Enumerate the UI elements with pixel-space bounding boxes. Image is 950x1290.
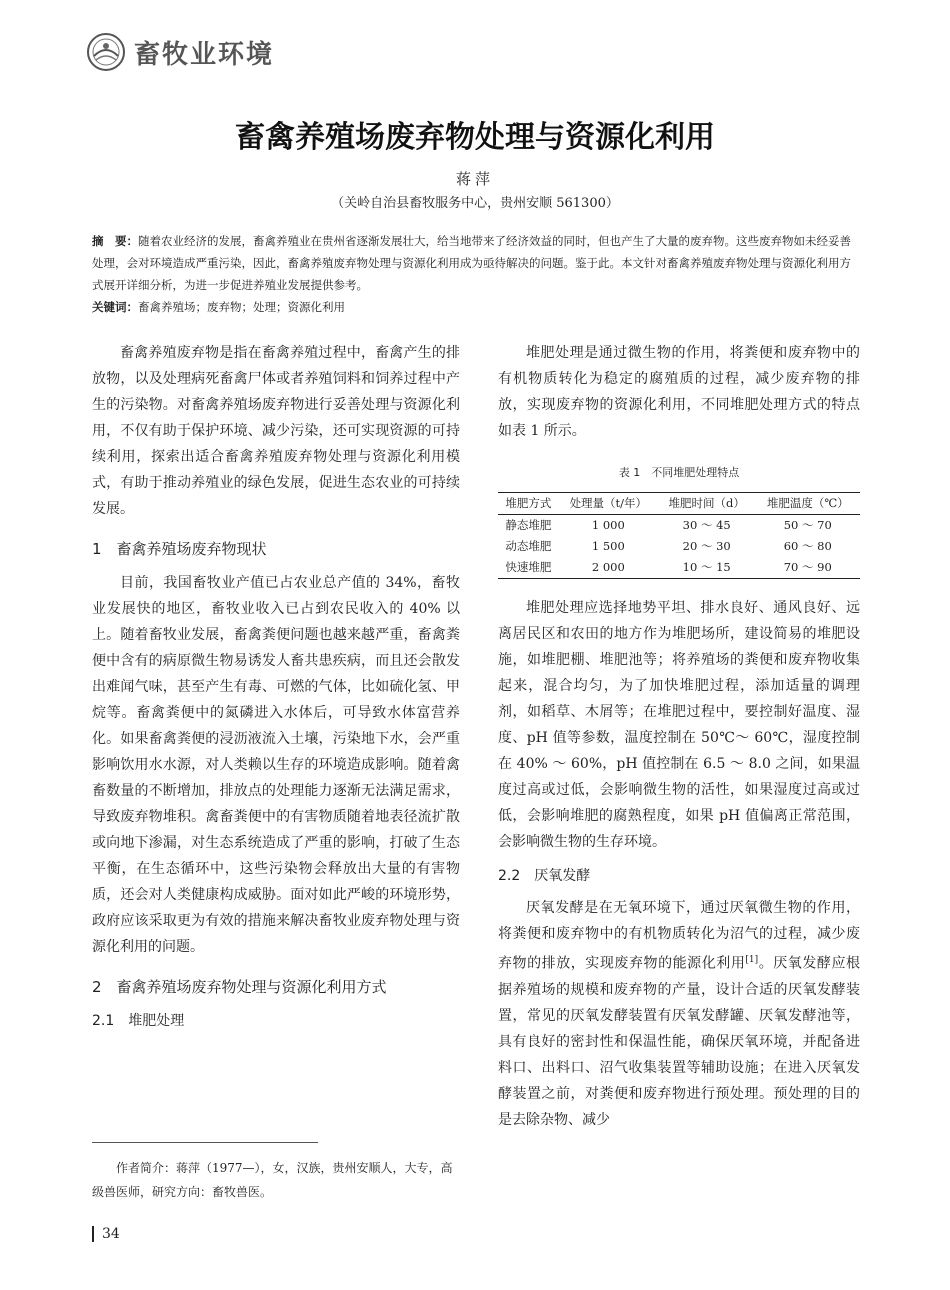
table-cell: 1 500 (591, 539, 625, 553)
intro-paragraph: 畜禽养殖废弃物是指在畜禽养殖过程中，畜禽产生的排放物，以及处理病死畜禽尸体或者养殖饲料和饲养过程中产生的污染物。对畜禽养殖场废弃物进行妥善处理与资源化利用，不仅有助于保护环境、减少污染，还可实现资源的可持续利用，探索出适合畜禽养殖废弃物处理与资源化利用模式，有助于推动养殖业的绿色发展，促进生态农业的可持续发展。 (92, 345, 460, 517)
table-cell: 静态堆肥 (505, 518, 552, 532)
anaerobic-text-b: 。厌氧发酵应根据养殖场的规模和废弃物的产量，设计合适的厌氧发酵装置，常见的厌氧发酵装置有厌氧发酵罐、厌氧发酵池等，具有良好的密封性和保温性能，确保厌氧环境，并配备进料口、出料口、沼气收集装置等辅助设施；在进入厌氧发酵装置之前，对粪便和废弃物进行预处理。预处理的目的是去除杂物、减少 (498, 955, 861, 1128)
footnote-divider (92, 1142, 318, 1143)
section-1-paragraph: 目前，我国畜牧业产值已占农业总产值的 34%，畜牧业发展快的地区，畜牧业收入已占到农民收入的 40% 以上。随着畜牧业发展，畜禽粪便问题也越来越严重，畜禽粪便中含有的病原微生物易诱发人畜共患疾病，而且还会散发出难闻气味，甚至产生有毒、可燃的气体，比如硫化氢、甲烷等。畜禽粪便中的氮磷进入水体后，可导致水体富营养化。如果畜禽粪便的浸沥液流入土壤，污染地下水，会严重影响饮用水水源，对人类赖以生存的环境造成影响。随着禽畜数量的不断增加，排放点的处理能力逐渐无法满足需求，导致废弃物堆积。禽畜粪便中的有害物质随着地表径流扩散或向地下渗漏，对生态系统造成了严重的影响，打破了生态平衡，在生态循环中，这些污染物会释放出大量的有害物质，还会对人类健康构成威胁。面对如此严峻的环境形势，政府应该采取更为有效的措施来解决畜牧业废弃物处理与资源化利用的问题。 (92, 575, 460, 955)
compost-detail-paragraph: 堆肥处理应选择地势平坦、排水良好、通风良好、远离居民区和农田的地方作为堆肥场所，建设简易的堆肥设施，如堆肥棚、堆肥池等；将养殖场的粪便和废弃物收集起来，混合均匀，为了加快堆肥过程，添加适量的调理剂，如稻草、木屑等；在堆肥过程中，要控制好温度、湿度、pH 值等参数，温度控制在 50℃～ 60℃，湿度控制在 40% ～ 60%，pH 值控制在 6.5 ～ 8.0 之间，如果温度过高或过低，会影响微生物的活性，如果湿度过高或过低，会影响堆肥的腐熟程度，如果 pH 值偏离正常范围，会影响微生物的生存环境。 (498, 600, 860, 850)
table-cell: 10 ～ 15 (682, 560, 731, 574)
table-cell: 60 ～ 80 (783, 539, 832, 553)
table-row (498, 557, 860, 579)
table-cell: 30 ～ 45 (682, 518, 731, 532)
table-cell: 2 000 (591, 560, 625, 574)
section-2-1-heading: 2.1 堆肥处理 (92, 1013, 185, 1029)
section-2-heading: 2 畜禽养殖场废弃物处理与资源化利用方式 (92, 978, 387, 996)
journal-logo-icon (86, 32, 126, 72)
table-header-row (498, 493, 860, 515)
abstract-label: 摘 要： (92, 234, 138, 248)
page-number: 34 (92, 1226, 120, 1242)
abstract (92, 230, 862, 296)
table-header-cell: 堆肥时间（d） (668, 496, 745, 510)
table-cell: 动态堆肥 (505, 539, 552, 553)
article-title: 畜禽养殖场废弃物处理与资源化利用 (235, 120, 715, 155)
journal-name: 畜牧业环境 (134, 39, 275, 70)
left-column (92, 340, 460, 1040)
table-cell: 20 ～ 30 (682, 539, 731, 553)
table-cell: 50 ～ 70 (783, 518, 832, 532)
keywords (92, 296, 862, 318)
keywords-label: 关键词： (92, 300, 138, 314)
section-1-heading: 1 畜禽养殖场废弃物现状 (92, 540, 267, 558)
section-2-2-heading: 2.2 厌氧发酵 (498, 868, 591, 884)
abstract-block (92, 230, 862, 318)
author-footnote: 作者简介：蒋萍（1977—），女，汉族，贵州安顺人，大专，高级兽医师，研究方向：畜牧兽医。 (92, 1161, 453, 1199)
keywords-text: 畜禽养殖场；废弃物；处理；资源化利用 (138, 300, 345, 314)
compost-intro-paragraph: 堆肥处理是通过微生物的作用，将粪便和废弃物中的有机物质转化为稳定的腐殖质的过程，减少废弃物的排放，实现废弃物的资源化利用，不同堆肥处理方式的特点如表 1 所示。 (498, 345, 860, 439)
abstract-text: 随着农业经济的发展，畜禽养殖业在贵州省逐渐发展壮大，给当地带来了经济效益的同时，但也产生了大量的废弃物。这些废弃物如未经妥善处理，会对环境造成严重污染，因此，畜禽养殖废弃物处理与资源化利用成为亟待解决的问题。鉴于此。本文针对畜禽养殖废弃物处理与资源化利用方式展开详细分析，为进一步促进养殖业发展提供参考。 (92, 234, 851, 292)
table-header-cell: 堆肥方式 (505, 496, 552, 510)
table-row (498, 536, 860, 557)
table-cell: 快速堆肥 (505, 560, 552, 574)
right-column (498, 340, 860, 1133)
table-row (498, 515, 860, 537)
table-header-cell: 堆肥温度（℃） (766, 496, 849, 510)
table-header-cell: 处理量（t/年） (569, 496, 648, 510)
author-name: 蒋萍 (455, 170, 494, 188)
anaerobic-paragraph (498, 895, 860, 1133)
table-caption: 表 1 不同堆肥处理特点 (618, 466, 740, 479)
table-cell: 1 000 (591, 518, 625, 532)
citation-ref: [1] (745, 955, 759, 965)
table-cell: 70 ～ 90 (783, 560, 832, 574)
journal-header (86, 32, 274, 72)
anaerobic-text-a: 厌氧发酵是在无氧环境下，通过厌氧微生物的作用，将粪便和废弃物中的有机物质转化为沼气的过程，减少废弃物的排放，实现废弃物的能源化利用 (498, 900, 860, 972)
compost-table (498, 492, 860, 579)
author-affiliation: （关岭自治县畜牧服务中心，贵州安顺 561300） (331, 196, 619, 211)
